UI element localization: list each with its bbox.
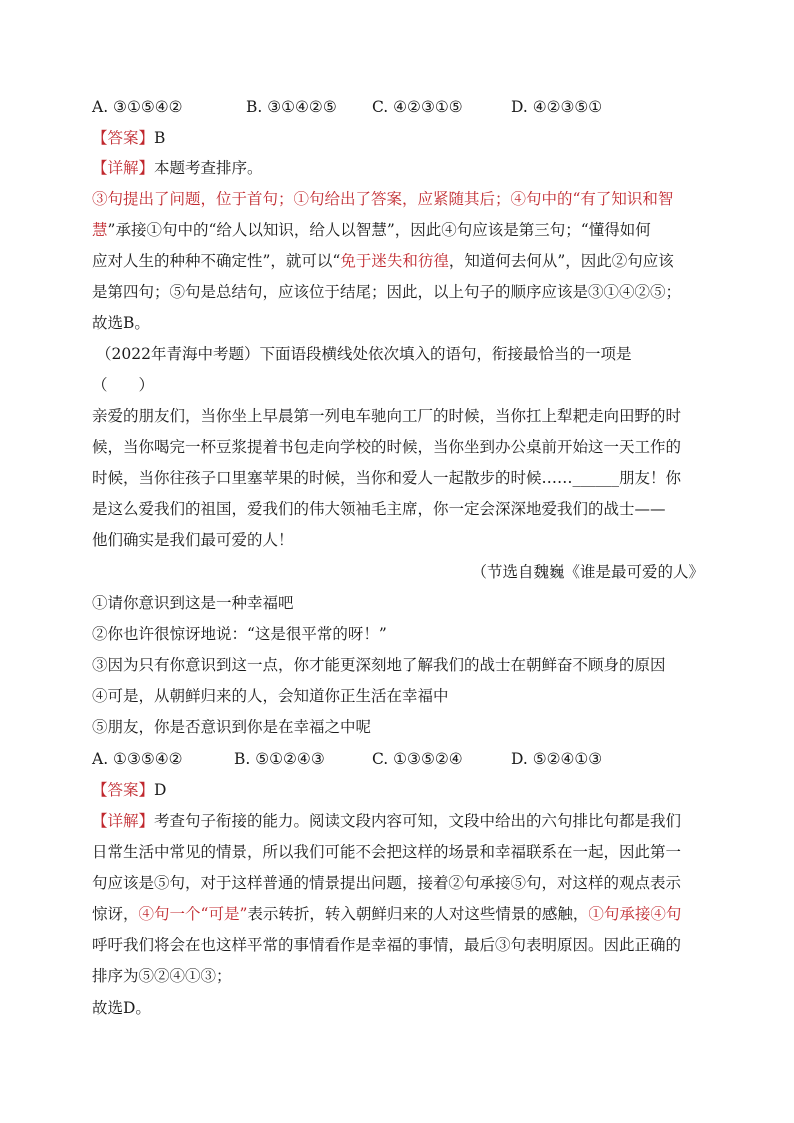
- q1-explanation-line-3: [92, 251, 704, 271]
- detail-label: 【详解】: [92, 812, 155, 830]
- q2-answer: [92, 780, 704, 800]
- q1-explanation-line-5: 故选B。: [92, 314, 150, 332]
- plain-text: 应对人生的种种不确定性”，就可以“: [92, 252, 341, 270]
- highlight-text: ①句承接④句: [588, 905, 682, 923]
- plain-text: 考查句子衔接的能力。阅读文段内容可知，文段中给出的六句排比句都是我们: [154, 812, 682, 830]
- q2-option-b: B. ⑤①②④③: [234, 750, 325, 768]
- q1-answer: [92, 128, 704, 148]
- q2-option-d: D. ⑤②④①③: [511, 750, 603, 768]
- q2-explanation-line-2: 日常生活中常见的情景，所以我们可能不会把这样的场景和幸福联系在一起，因此第一: [92, 843, 682, 861]
- highlight-text: 慧: [92, 221, 108, 239]
- q1-option-b: B. ③①④②⑤: [246, 98, 337, 116]
- q2-sentence-1: ①请你意识到这是一种幸福吧: [92, 594, 294, 612]
- q2-option-a: A. ①③⑤④②: [92, 750, 183, 768]
- highlight-text: ④句一个“可是”: [138, 905, 248, 923]
- q2-source: （节选自魏巍《谁是最可爱的人》: [471, 563, 704, 581]
- q2-passage-line-3: 时候，当你往孩子口里塞苹果的时候，当你和爱人一起散步的时候……______朋友！你: [92, 469, 682, 487]
- detail-label: 【详解】: [92, 159, 155, 177]
- q2-passage-line-1: 亲爱的朋友们，当你坐上早晨第一列电车驰向工厂的时候，当你扛上犁耙走向田野的时: [92, 407, 682, 425]
- q2-sentence-3: ③因为只有你意识到这一点，你才能更深刻地了解我们的战士在朝鲜奋不顾身的原因: [92, 656, 666, 674]
- q2-sentence-4: ④可是，从朝鲜归来的人，会知道你正生活在幸福中: [92, 687, 449, 705]
- q1-detail: [92, 158, 704, 178]
- q2-passage-line-5: 他们确实是我们最可爱的人！: [92, 531, 294, 549]
- detail-intro: 本题考查排序。: [154, 159, 263, 177]
- answer-value: D: [154, 781, 167, 799]
- plain-text: ，知道何去何从”，因此②句应该: [448, 252, 674, 270]
- q1-option-a: A. ③①⑤④②: [92, 98, 183, 116]
- q2-explanation-line-3: 句应该是⑤句，对于这样普通的情景提出问题，接着②句承接⑤句，对这样的观点表示: [92, 874, 682, 892]
- q2-sentence-2: ②你也许很惊讶地说：“这是很平常的呀！”: [92, 625, 387, 643]
- answer-value: B: [154, 129, 166, 147]
- q2-stem: （2022年青海中考题）下面语段横线处依次填入的语句，衔接最恰当的一项是: [96, 345, 632, 363]
- plain-text: ”承接①句中的“给人以知识，给人以智慧”，因此④句应该是第三句；“懂得如何: [107, 221, 651, 239]
- q2-explanation-line-4: [92, 904, 704, 924]
- q2-explanation-line-7: 故选D。: [92, 999, 151, 1017]
- q2-blank-bracket: （ ）: [92, 376, 155, 394]
- answer-label: 【答案】: [92, 129, 155, 147]
- q1-explanation-line-2: [92, 220, 704, 240]
- answer-label: 【答案】: [92, 781, 155, 799]
- plain-text: 表示转折，转入朝鲜归来的人对这些情景的感触，: [247, 905, 589, 923]
- q2-explanation-line-5: 呼吁我们将会在也这样平常的事情看作是幸福的事情，最后③句表明原因。因此正确的: [92, 936, 682, 954]
- q2-explanation-line-6: 排序为⑤②④①③；: [92, 967, 232, 985]
- highlight-text: 免于迷失和彷徨: [340, 252, 449, 270]
- plain-text: 惊讶，: [92, 905, 139, 923]
- q2-explanation-line-1: [92, 811, 704, 831]
- q1-explanation-line-4: 是第四句；⑤句是总结句，应该位于结尾；因此，以上句子的顺序应该是③①④②⑤；: [92, 283, 682, 301]
- q2-option-c: C. ①③⑤②④: [372, 750, 463, 768]
- q1-option-c: C. ④②③①⑤: [372, 98, 463, 116]
- q1-explanation-line-1: ③句提出了问题，位于首句；①句给出了答案，应紧随其后；④句中的“有了知识和智: [92, 190, 674, 208]
- q2-passage-line-4: 是这么爱我们的祖国，爱我们的伟大领袖毛主席，你一定会深深地爱我们的战士——: [92, 500, 666, 518]
- q1-option-d: D. ④②③⑤①: [511, 98, 603, 116]
- q2-sentence-5: ⑤朋友，你是否意识到你是在幸福之中呢: [92, 718, 372, 736]
- q2-passage-line-2: 候，当你喝完一杯豆浆提着书包走向学校的时候，当你坐到办公桌前开始这一天工作的: [92, 438, 682, 456]
